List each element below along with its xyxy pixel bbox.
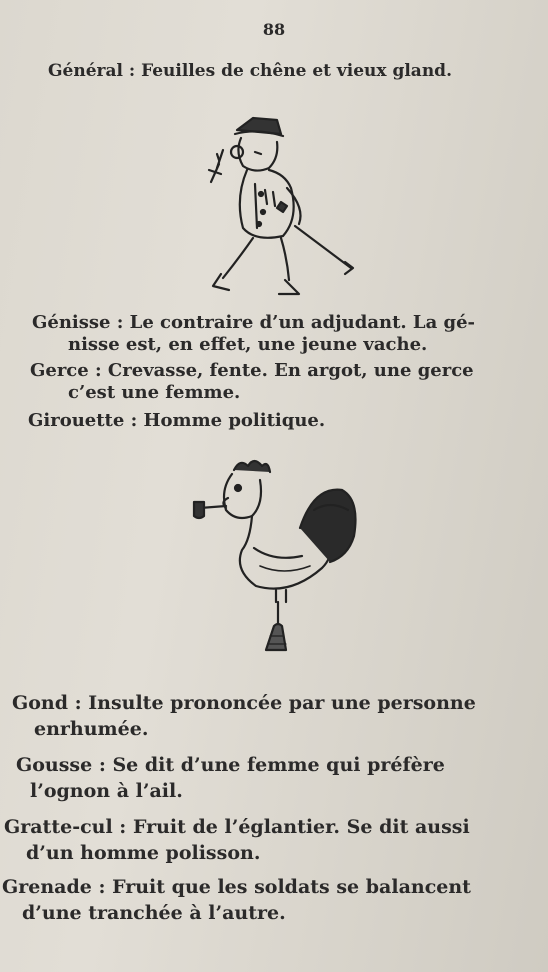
general-cartoon-icon (195, 108, 355, 308)
entry-general (48, 60, 528, 82)
entry-definition: Crevasse, fente. En argot, une gerce (107, 360, 474, 381)
weathervane-rooster-icon (190, 450, 370, 660)
entry-gerce (30, 360, 530, 404)
entry-definition-continued: c’est une femme. (68, 382, 241, 403)
entry-term: Gousse (16, 754, 93, 776)
entry-definition: Homme politique. (143, 410, 326, 431)
entry-line (4, 814, 534, 840)
entry-gond (12, 690, 532, 742)
entry-separator: : (91, 876, 113, 898)
entry-separator: : (110, 312, 130, 333)
entry-definition-continued: d’une tranchée à l’autre. (22, 902, 286, 924)
entry-line (12, 690, 532, 716)
entry-definition: Fruit de l’églantier. Se dit aussi (132, 816, 470, 838)
entry-gousse (16, 752, 536, 804)
entry-gratte-cul (4, 814, 534, 866)
entry-separator: : (112, 816, 133, 838)
entry-definition-continued: l’ognon à l’ail. (30, 780, 183, 802)
entry-term: Grenade (2, 876, 92, 898)
entry-term: Général (48, 61, 123, 81)
entry-line (16, 752, 536, 778)
entry-girouette (28, 410, 528, 432)
entry-definition-continued: nisse est, en effet, une jeune vache. (68, 334, 428, 355)
entry-separator: : (68, 692, 89, 714)
entry-definition: Feuilles de chêne et vieux gland. (141, 61, 452, 81)
entry-separator: : (122, 61, 142, 81)
entry-line (32, 312, 532, 334)
entry-separator: : (92, 754, 113, 776)
entry-definition: Le contraire d’un adjudant. La gé- (129, 312, 476, 333)
entry-term: Girouette (28, 410, 125, 431)
entry-genisse (32, 312, 532, 356)
entry-line (2, 874, 532, 900)
entry-definition: Insulte prononcée par une personne (88, 692, 476, 714)
entry-definition: Fruit que les soldats se balancent (112, 876, 471, 898)
entry-definition-continued: enrhumée. (34, 718, 149, 740)
entry-term: Gratte-cul (4, 816, 113, 838)
entry-term: Gerce (30, 360, 89, 381)
entry-term: Gond (12, 692, 68, 714)
entry-grenade (2, 874, 532, 926)
entry-definition-continued: d’un homme polisson. (26, 842, 261, 864)
entry-separator: : (88, 360, 108, 381)
entry-line (30, 360, 530, 382)
entry-separator: : (124, 410, 144, 431)
entry-term: Génisse (32, 312, 111, 333)
page-number: 88 (262, 20, 286, 39)
entry-definition: Se dit d’une femme qui préfère (112, 754, 445, 776)
